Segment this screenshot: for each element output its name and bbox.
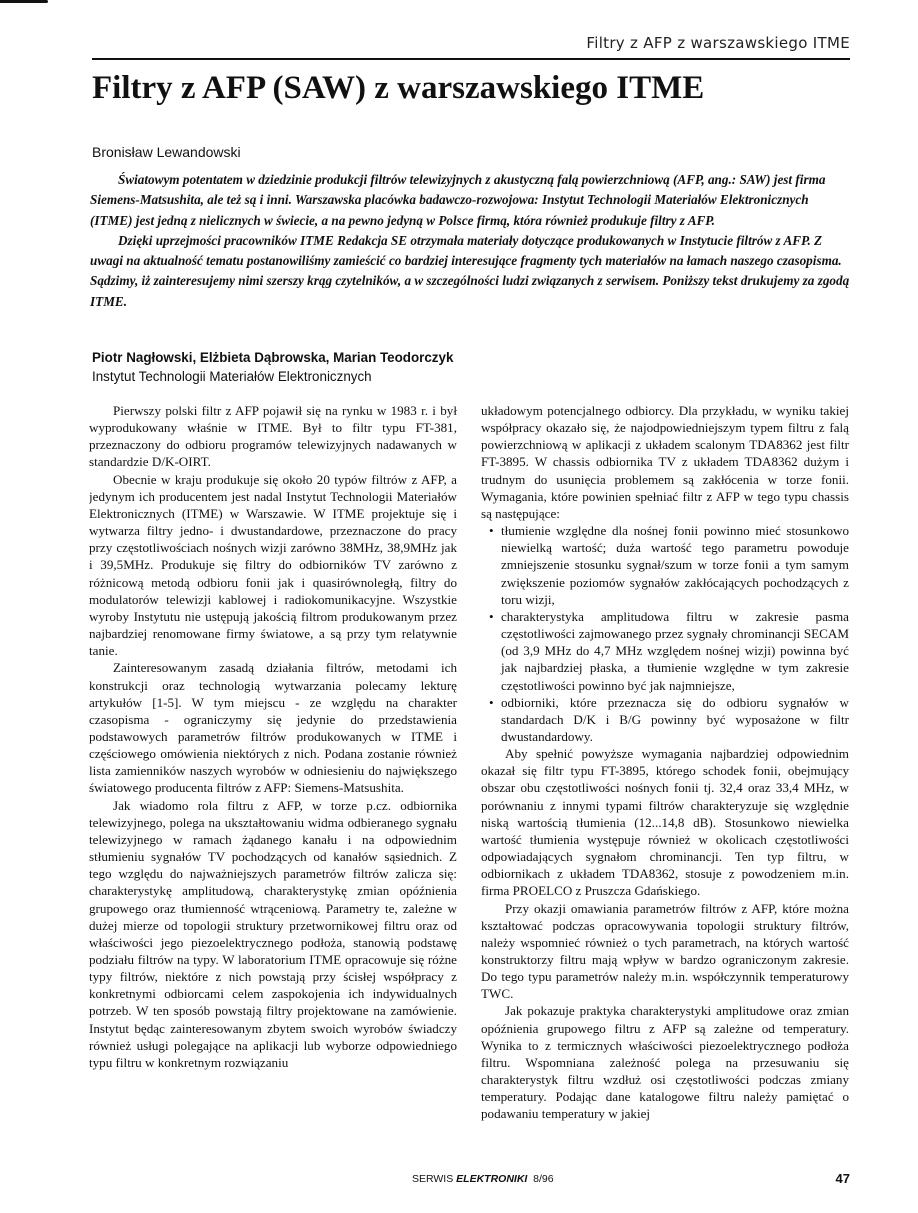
body-paragraph: Pierwszy polski filtr z AFP pojawił się na rynku w 1983 r. i był wyprodukowany właśnie w ITME. Był to filtr typu FT-381, przeznaczony do odbioru programów telewizyjnych nadawanych w standardzie D/K-OIRT. <box>89 403 457 470</box>
header-rule <box>92 58 850 60</box>
body-paragraph: układowym potencjalnego odbiorcy. Dla przykładu, w wyniku takiej współpracy okazało się, że najodpowiedniejszym typem filtru z falą powierzchniową w aplikacji z układem scalonym TDA8362 jest filtr FT-3895. W chassis odbiornika TV z układem TDA8362 dużym i trudnym do usunięcia problemem są zakłócenia w torze fonii. Wymagania, które powinien spełniać filtr z AFP w tego typu chassis są następujące: <box>481 403 849 521</box>
article-author: Bronisław Lewandowski <box>92 144 241 160</box>
body-paragraph: Zainteresowanym zasadą działania filtrów, metodami ich konstrukcji oraz technologią wytwarzania polecamy lekturę artykułów [1-5]. W tym miejscu - ze względu na charakter czasopisma - ograniczymy się jedynie do przedstawienia podstawowych parametrów filtrów produkowanych w ITME i częściowego omówienia niektórych z nich. Podana zostanie również lista zamienników naszych wyrobów w odniesieniu do największego światowego producenta filtrów z AFP: Siemens-Matsushita. <box>89 660 457 796</box>
footer-magazine <box>412 1173 554 1185</box>
list-item: • tłumienie względne dla nośnej fonii powinno mieć stosunkowo niewielką wartość; duża wartość tego parametru powoduje zmniejszenie stosunku sygnał/szum w torze fonii a tym samym zwiększenie poziomów sygnałów zakłócających pochodzących z toru wizji, <box>501 522 849 608</box>
article-institute: Instytut Technologii Materiałów Elektronicznych <box>92 369 372 384</box>
right-column <box>481 402 849 1158</box>
intro-paragraph: Dzięki uprzejmości pracowników ITME Redakcja SE otrzymała materiały dotyczące produkowanych w Instytucie filtrów z AFP. Z uwagi na aktualność tematu postanowiliśmy zamieścić co bardziej interesujące fragmenty tych materiałów na łamach naszego czasopisma. Sądzimy, iż zainteresujemy nimi szerszy krąg czytelników, a w szczególności ludzi związanych z serwisem. Poniższy tekst drukujemy za zgodą ITME. <box>90 232 850 309</box>
article-title: Filtry z AFP (SAW) z warszawskiego ITME <box>92 70 705 106</box>
requirements-list <box>481 522 849 745</box>
magazine-name: ELEKTRONIKI <box>456 1173 528 1185</box>
running-header: Filtry z AFP z warszawskiego ITME <box>586 34 850 52</box>
body-paragraph: Aby spełnić powyższe wymagania najbardziej odpowiednim okazał się filtr typu FT-3895, którego schodek fonii, obejmujący obszar obu częstotliwości nośnych fonii tj. 32,4 oraz 33,4 MHz, w porównaniu z innymi typami filtrów charakteryzuje się względnie niską wartością tłumienia (12...14,8 dB). Stosunkowo niewielka wartość tłumienia występuje również w okolicach częstotliwości odpowiadających sygnałom chrominancji. Ten typ filtru, w odbiornikach z układem TDA8362, stosuje z powodzeniem m.in. firma PROELCO z Pruszcza Gdańskiego. <box>481 746 849 899</box>
corner-scan-mark <box>0 0 48 3</box>
article-authors: Piotr Nagłowski, Elżbieta Dąbrowska, Marian Teodorczyk <box>92 350 454 365</box>
body-paragraph: Przy okazji omawiania parametrów filtrów z AFP, które można kształtować podczas opracowywania topologii struktury filtrów, należy wspomnieć również o tych parametrach, na których wartość konstruktorzy filtru mają wpływ w bardzo ograniczonym zakresie. Do tego typu parametrów należy m.in. współczynnik temperaturowy TWC. <box>481 900 849 1002</box>
list-item: • odbiorniki, które przeznacza się do odbioru sygnałów w standardach D/K i B/G powinny być wyposażone w filtr dwustandardowy. <box>501 694 849 745</box>
body-paragraph: Jak pokazuje praktyka charakterystyki amplitudowe oraz zmian opóźnienia grupowego filtru z AFP są zależne od temperatury. Wynika to z termicznych właściwości piezoelektrycznego podłoża filtru. Wspomniana zależność polega na przesuwaniu się charakterystyk filtru wzdłuż osi częstotliwości podczas zmiany temperatury. Podając dane katalogowe filtru należy pamiętać o podawaniu temperatury w jakiej <box>481 1003 849 1122</box>
page-number: 47 <box>835 1171 850 1186</box>
magazine-prefix: SERWIS <box>412 1173 457 1185</box>
intro-paragraph: Światowym potentatem w dziedzinie produkcji filtrów telewizyjnych z akustyczną falą powierzchniową (AFP, ang.: SAW) jest firma Siemens-Matsushita, ale też są i inni. Warszawska placówka badawczo-rozwojowa: Instytut Technologii Materiałów Elektronicznych (ITME) jest jedną z nielicznych w świecie, a na pewno jedyną w Polsce firmą, która również produkuje filtry z AFP. <box>90 172 826 228</box>
list-item: • charakterystyka amplitudowa filtru w zakresie pasma częstotliwości zajmowanego przez sygnały chrominancji SECAM (od 3,9 MHz do 4,7 MHz względem nośnej wizji) powinna być jak najbardziej płaska, a tłumienie względne w tym zakresie częstotliwości powinno być jak najmniejsze, <box>501 608 849 694</box>
magazine-issue: 8/96 <box>533 1173 554 1185</box>
article-intro <box>90 170 850 312</box>
body-paragraph: Jak wiadomo rola filtru z AFP, w torze p.cz. odbiornika telewizyjnego, polega na ukształtowaniu widma odbieranego sygnału telewizyjnego w ramach żądanego kanału i na odpowiednim stłumieniu sygnałów TV pochodzących od kanałów sąsiednich. Z tego względu do najważniejszych parametrów filtrów zalicza się: charakterystykę amplitudową, charakterystykę zmian opóźnienia grupowego oraz tłumienność wtrąceniową. Parametry te, zależne w dużej mierze od topologii struktury przetwornikowej filtru oraz od właściwości jego piezoelektrycznego podłoża, stanowią podstawę podziału filtrów na typy. W laboratorium ITME opracowuje się różne typy filtrów, niektóre z nich powstają przy ścisłej współpracy z konkretnymi odbiorcami celem zaspokojenia ich indywidualnych potrzeb. W ten sposób powstają filtry projektowane na zamówienie. Instytut będąc zainteresowanym zbytem swoich wyrobów świadczy również usługi polegające na aplikacji lub wyborze odpowiedniego typu filtru w konkretnym rozwiązaniu <box>89 797 457 1070</box>
body-paragraph: Obecnie w kraju produkuje się około 20 typów filtrów z AFP, a jedynym ich producentem jest nadal Instytut Technologii Materiałów Elektronicznych (ITME) w Warszawie. W ITME projektuje się i wytwarza filtry jedno- i dwustandardowe, przeznaczone do pracy przy częstotliwościach nośnych wizji zarówno 38MHz, 38,9MHz jak i 39,5MHz. Produkuje się filtry do odbiorników TV zarówno z różnicową metodą odbioru fonii jak i quasirównoległą, filtry do modulatorów telewizji kablowej i radiokomunikacyjne. Wszystkie wyroby Instytutu nie ustępują jakością filtrom produkowanym przez najbardziej renomowane firmy światowe, a są przy tym relatywnie tanie. <box>89 471 457 659</box>
left-column <box>89 402 457 1158</box>
